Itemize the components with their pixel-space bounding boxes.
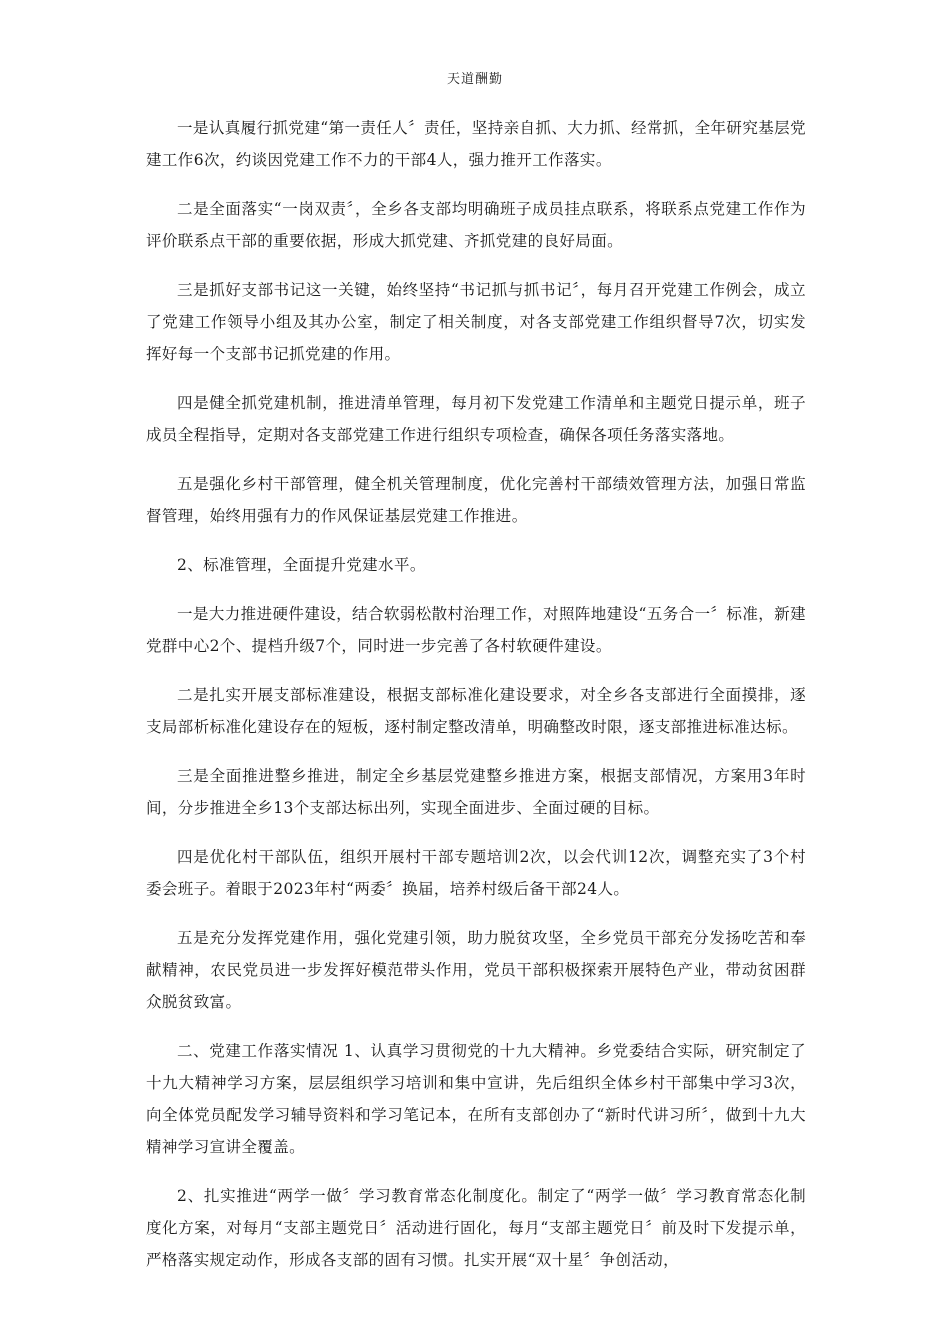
paragraph-11: 五是充分发挥党建作用，强化党建引领，助力脱贫攻坚，全乡党员干部充分发扬吃苦和奉献精神，农民党员进一步发挥好模范带头作用，党员干部积极探索开展特色产业，带动贫困群众脱贫致富。 [146, 929, 806, 1011]
paragraph-7: 一是大力推进硬件建设，结合软弱松散村治理工作，对照阵地建设“五务合一〞标准，新建党群中心2个、提档升级7个，同时进一步完善了各村软硬件建设。 [146, 605, 806, 655]
section-heading-standard-management: 2、标准管理，全面提升党建水平。 [177, 556, 426, 574]
paragraph-12: 二、党建工作落实情况 1、认真学习贯彻党的十九大精神。乡党委结合实际，研究制定了十九大精神学习方案，层层组织学习培训和集中宣讲，先后组织全体乡村干部集中学习3次，向全体党员配发学习辅导资料和学习笔记本，在所有支部创办了“新时代讲习所〞，做到十九大精神学习宣讲全覆盖。 [146, 1042, 806, 1156]
paragraph-3: 三是抓好支部书记这一关键，始终坚持“书记抓与抓书记〞，每月召开党建工作例会，成立了党建工作领导小组及其办公室，制定了相关制度，对各支部党建工作组织督导7次，切实发挥好每一个支部书记抓党建的作用。 [146, 281, 806, 363]
paragraph-1: 一是认真履行抓党建“第一责任人〞责任，坚持亲自抓、大力抓、经常抓，全年研究基层党建工作6次，约谈因党建工作不力的干部4人，强力推开工作落实。 [146, 119, 806, 169]
paragraph-2: 二是全面落实“一岗双责〞，全乡各支部均明确班子成员挂点联系，将联系点党建工作作为评价联系点干部的重要依据，形成大抓党建、齐抓党建的良好局面。 [146, 200, 806, 250]
paragraph-10: 四是优化村干部队伍，组织开展村干部专题培训2次，以会代训12次，调整充实了3个村委会班子。着眼于2023年村“两委〞换届，培养村级后备干部24人。 [146, 848, 806, 898]
paragraph-4: 四是健全抓党建机制，推进清单管理，每月初下发党建工作清单和主题党日提示单，班子成员全程指导，定期对各支部党建工作进行组织专项检查，确保各项任务落实落地。 [146, 394, 806, 444]
paragraph-9: 三是全面推进整乡推进，制定全乡基层党建整乡推进方案，根据支部情况，方案用3年时间，分步推进全乡13个支部达标出列，实现全面进步、全面过硬的目标。 [146, 767, 806, 817]
page-header: 天道酬勤 [446, 72, 503, 87]
paragraph-5: 五是强化乡村干部管理，健全机关管理制度，优化完善村干部绩效管理方法，加强日常监督管理，始终用强有力的作风保证基层党建工作推进。 [146, 475, 806, 525]
paragraph-8: 二是扎实开展支部标准建设，根据支部标准化建设要求，对全乡各支部进行全面摸排，逐支局部析标准化建设存在的短板，逐村制定整改清单，明确整改时限，逐支部推进标准达标。 [146, 686, 806, 736]
paragraph-13: 2、扎实推进“两学一做〞学习教育常态化制度化。制定了“两学一做〞学习教育常态化制度化方案，对每月“支部主题党日〞活动进行固化，每月“支部主题党日〞前及时下发提示单，严格落实规定动作，形成各支部的固有习惯。扎实开展“双十星〞争创活动， [146, 1187, 806, 1269]
document-body [146, 112, 806, 1293]
